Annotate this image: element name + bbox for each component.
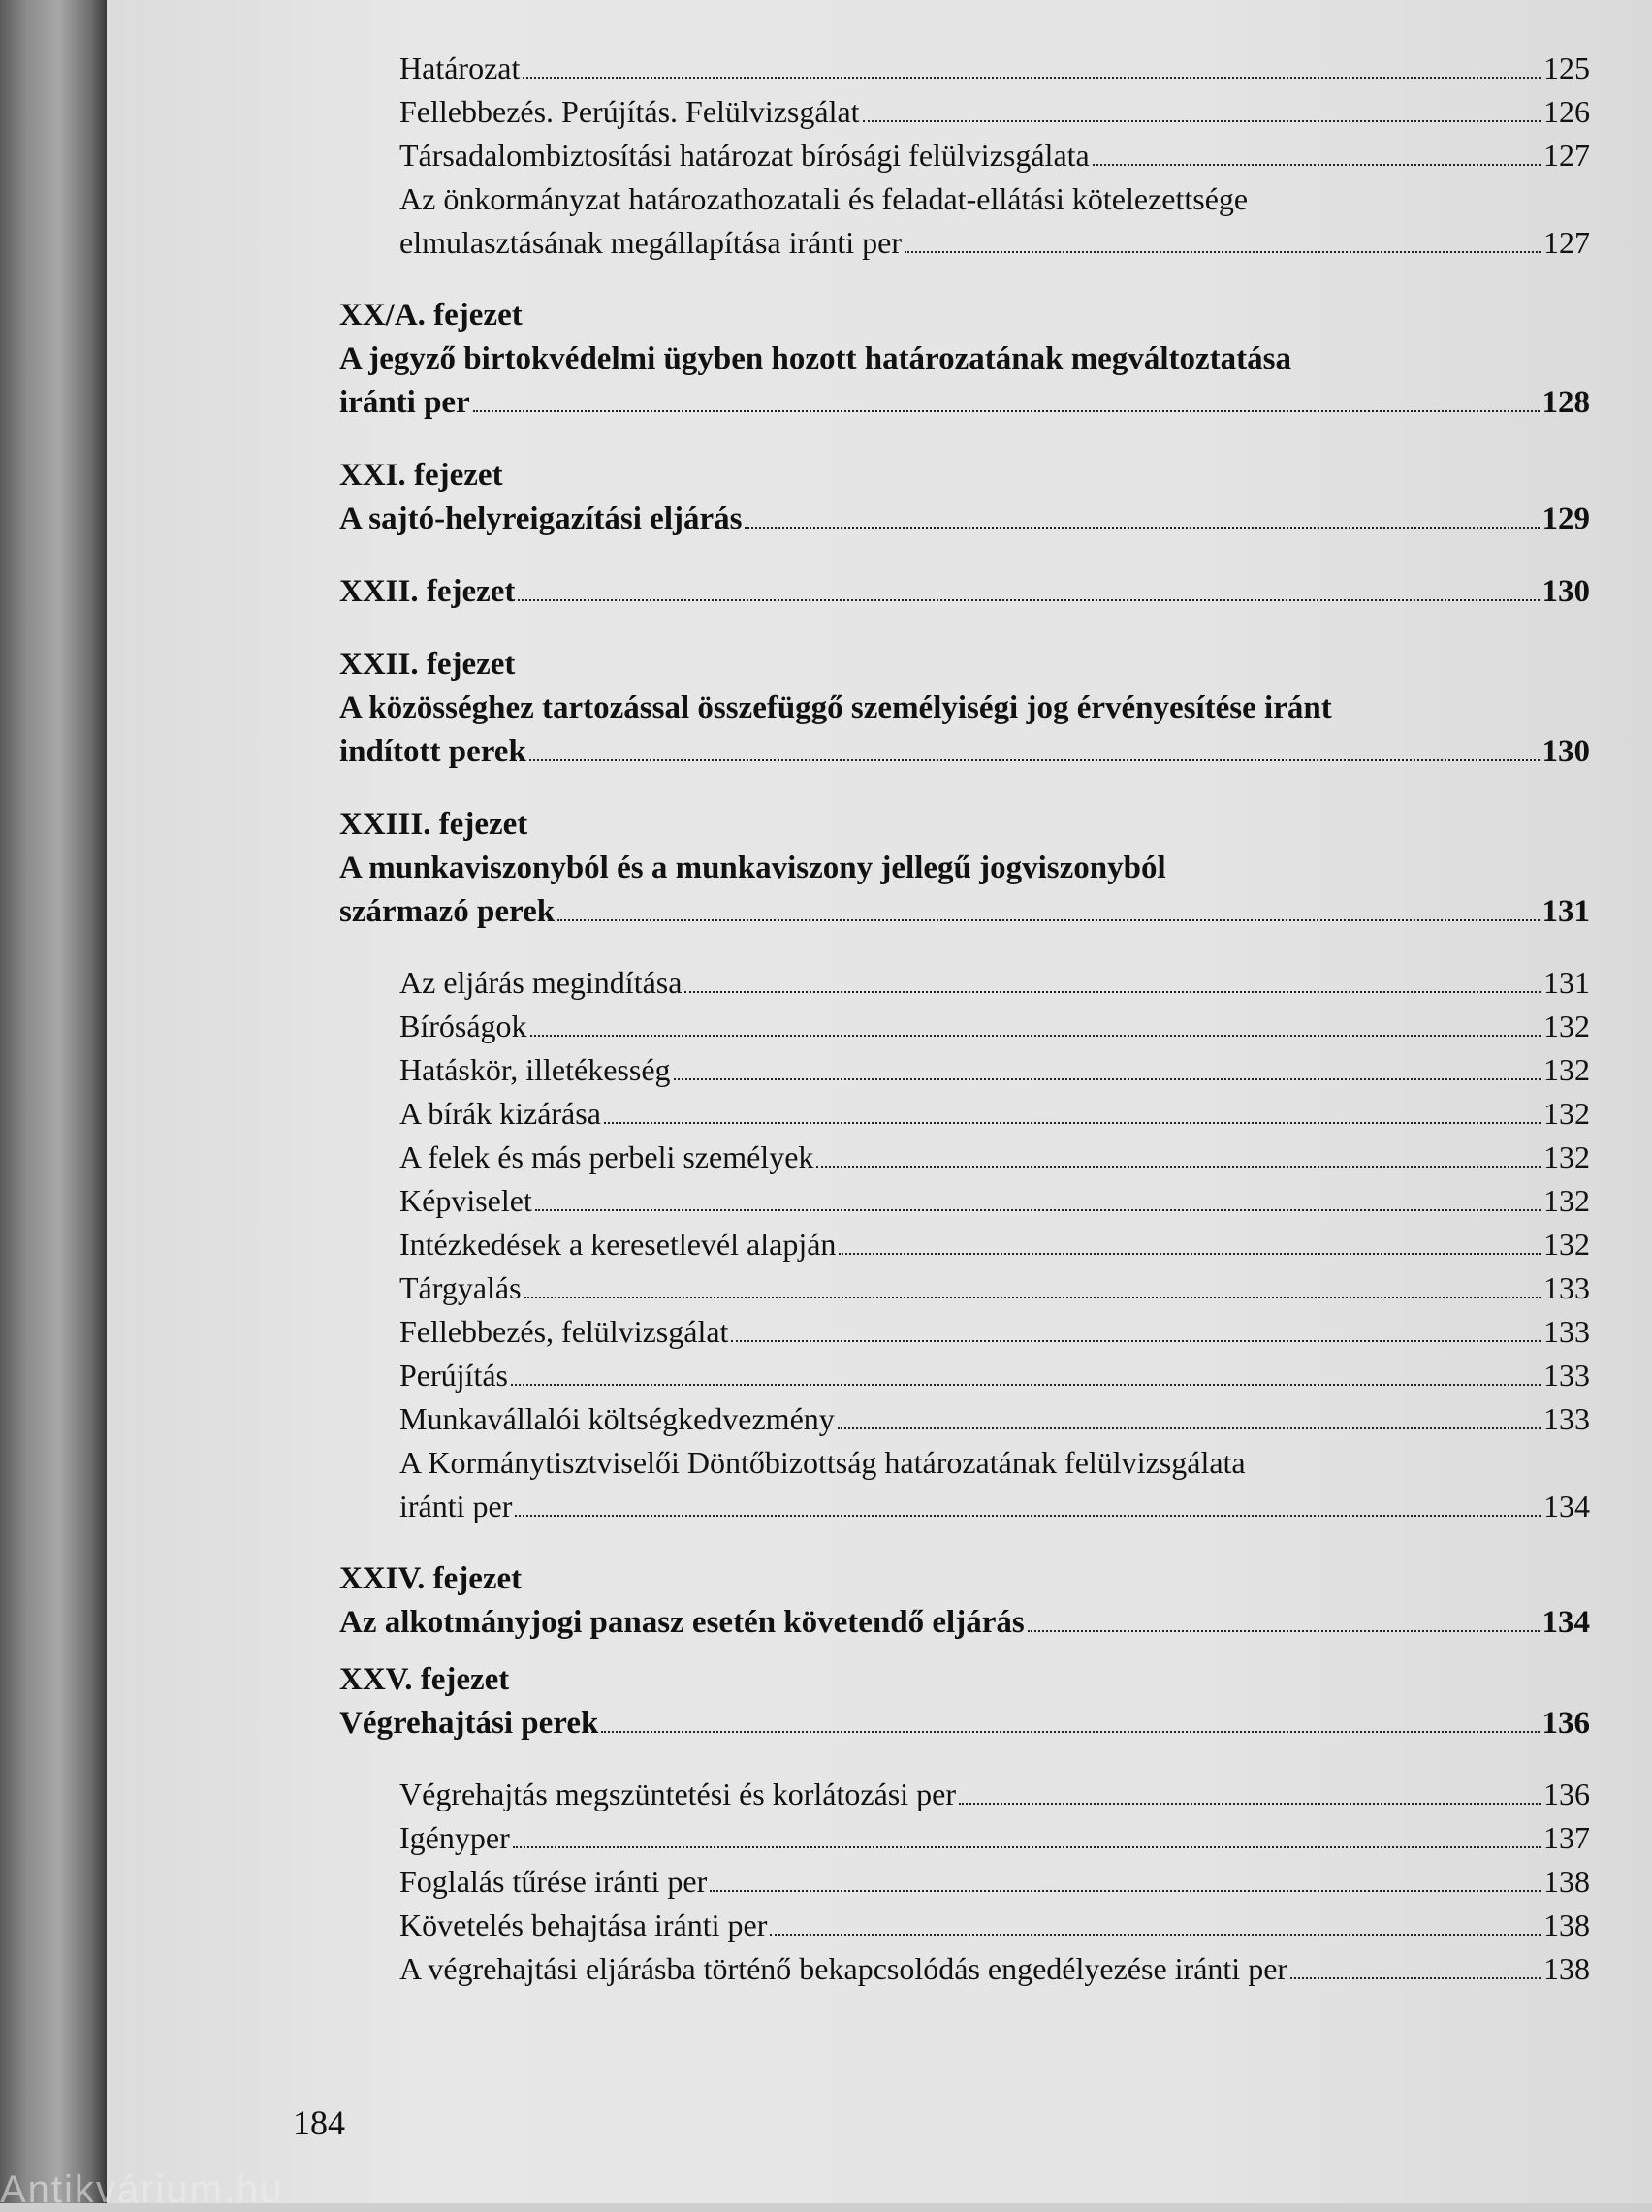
toc-entry: Munkavállalói költségkedvezmény 133 (399, 1401, 1590, 1436)
chapter-title-entry: iránti per 128 (339, 385, 1590, 420)
toc-entry: Tárgyalás 133 (399, 1270, 1590, 1305)
toc-entry: Követelés behajtása iránti per 138 (399, 1907, 1590, 1942)
toc-entry: A végrehajtási eljárásba történő bekapcsolódás engedélyezése iránti per 138 (399, 1951, 1590, 1986)
chapter-title-entry: XXII. fejezet 130 (339, 574, 1590, 609)
toc-entry: Bíróságok 132 (399, 1009, 1590, 1043)
toc-entry: Foglalás tűrése iránti per 138 (399, 1864, 1590, 1899)
chapter-xxiv (339, 1557, 1590, 1645)
chapter-label: XX/A. fejezet (339, 298, 523, 333)
toc-entry: A bírák kizárása 132 (399, 1096, 1590, 1131)
chapter-label: XXIII. fejezet (339, 807, 528, 842)
toc-entry-line1: Az önkormányzat határozathozatali és feladat-ellátási kötelezettsége (399, 181, 1249, 216)
toc-entry: A felek és más perbeli személyek 132 (399, 1139, 1590, 1174)
book-spine-shadow (0, 0, 107, 2203)
toc-entry: elmulasztásának megállapítása iránti per 127 (399, 225, 1590, 260)
chapter-title-entry: Végrehajtási perek 136 (339, 1706, 1590, 1741)
chapter-title-line1: A közösséghez tartozással összefüggő személyiségi jog érvényesítése iránt (339, 690, 1332, 725)
chapter-title-entry: indított perek 130 (339, 734, 1590, 769)
toc-entry: Perújítás 133 (399, 1358, 1590, 1393)
toc-entry: Igényper 137 (399, 1820, 1590, 1855)
chapter-xxii-second (339, 643, 1590, 774)
watermark: Antikvárium.hu (0, 2168, 284, 2211)
table-of-contents (339, 47, 1590, 1991)
chapter-title-entry: A sajtó-helyreigazítási eljárás 129 (339, 501, 1590, 536)
toc-entry: Hatáskör, illetékesség 132 (399, 1052, 1590, 1087)
chapter-title-line1: A munkaviszonyból és a munkaviszony jellegű jogviszonyból (339, 850, 1166, 885)
chapter-label: XXIV. fejezet (339, 1561, 523, 1596)
page-number: 184 (293, 2103, 345, 2142)
chapter-label: XXII. fejezet (339, 647, 516, 682)
toc-entry: iránti per 134 (399, 1489, 1590, 1523)
chapter-xxiii (339, 803, 1590, 934)
toc-entry: Fellebbezés. Perújítás. Felülvizsgálat 126 (399, 94, 1590, 129)
toc-entry: Társadalombiztosítási határozat bírósági felülvizsgálata 127 (399, 138, 1590, 173)
chapter-xxv (339, 1658, 1590, 1746)
chapter-label: XXV. fejezet (339, 1662, 510, 1697)
toc-entry: Képviselet 132 (399, 1183, 1590, 1218)
toc-entry: Határozat 125 (399, 50, 1590, 85)
toc-entry: Intézkedések a keresetlevél alapján 132 (399, 1227, 1590, 1262)
chapter-xxii-first (339, 570, 1590, 614)
chapter-title-line1: A jegyző birtokvédelmi ügyben hozott határozatának megváltoztatása (339, 341, 1291, 376)
chapter-label: XXI. fejezet (339, 458, 503, 493)
chapter-title-entry: származó perek 131 (339, 894, 1590, 929)
chapter-xxi (339, 454, 1590, 541)
toc-entry: Végrehajtás megszüntetési és korlátozási per 136 (399, 1777, 1590, 1811)
toc-entry: Az eljárás megindítása 131 (399, 965, 1590, 1000)
toc-entry-line1: A Kormánytisztviselői Döntőbizottság határozatának felülvizsgálata (399, 1445, 1246, 1480)
toc-entry: Fellebbezés, felülvizsgálat 133 (399, 1314, 1590, 1349)
chapter-title-entry: Az alkotmányjogi panasz esetén követendő eljárás 134 (339, 1605, 1590, 1640)
chapter-xx-a (339, 294, 1590, 425)
